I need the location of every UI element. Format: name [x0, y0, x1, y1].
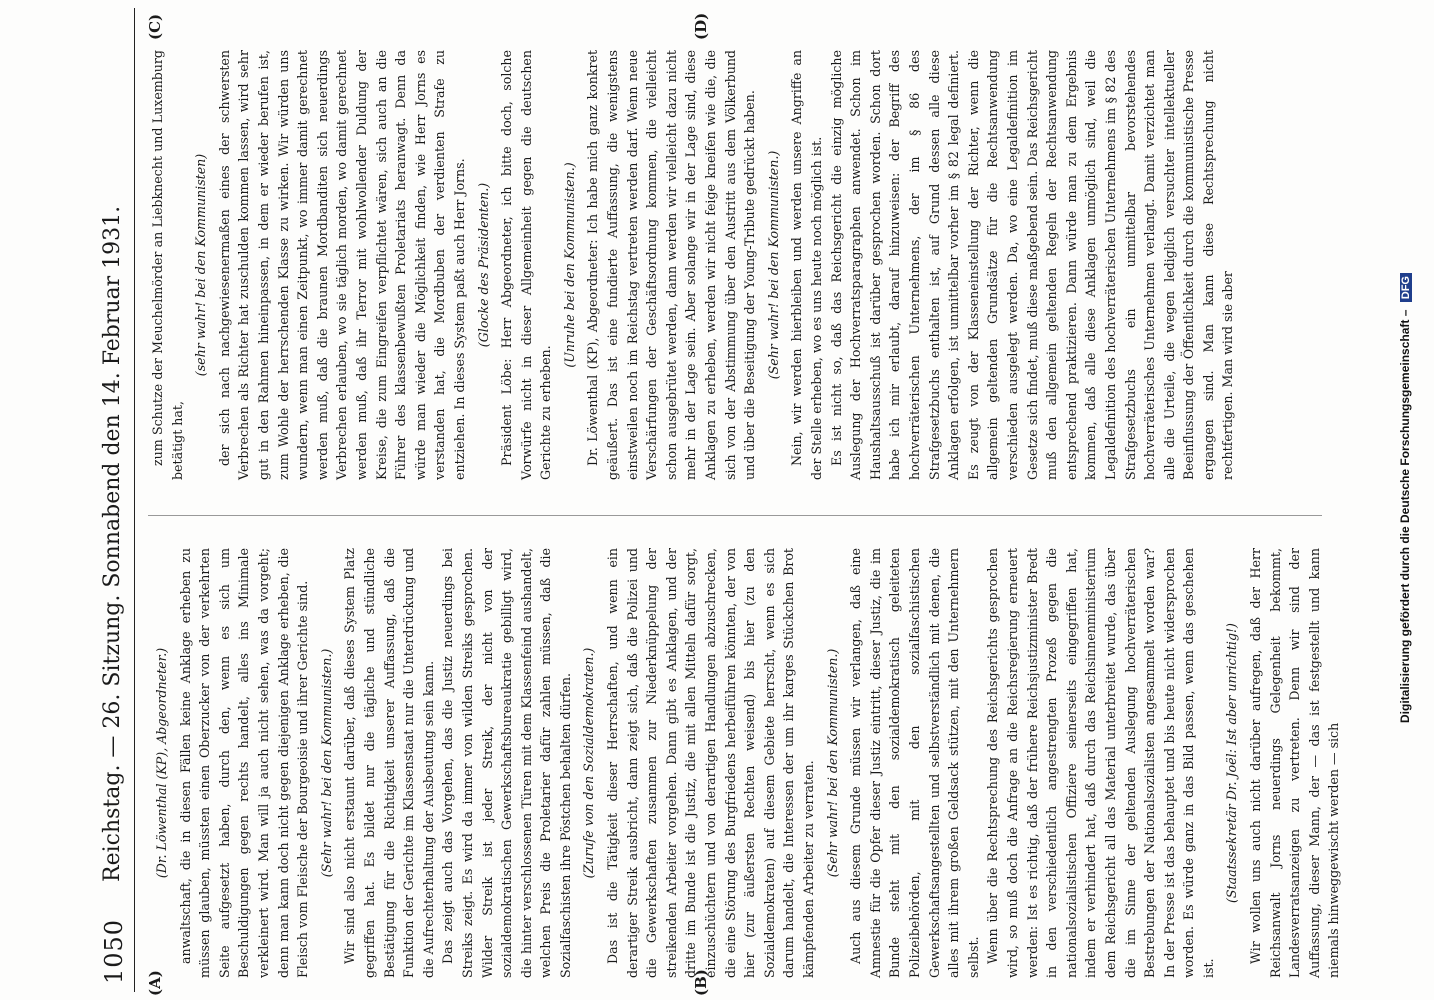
- paragraph: anwaltschaft, die in diesen Fällen keine Anklage erheben zu müssen glauben, müssten einen Oberzucker von der verkehrten Seite aufgesetzt haben, durch den, wenn es sich um Beschuldigungen gegen rechts handelt, alles ins Minimale verkleinert wird. Man will ja auch nicht sehen, was da vorgeht; denn man kann doch nicht gegen diejenigen Anklage erheben, die Fleisch vom Fleische der Bourgeoisie und ihrer Gerichte sind.: [177, 548, 311, 978]
- paragraph: der sich nach nachgewiesenermaßen eines der schwersten Verbrechen als Richter hat zuschulden kommen lassen, wird sehr gut in den Rahmen hineinpassen, in dem er wieder berufen ist, zum Wohle der herrschenden Klasse zu wirken. Wir würden uns wundern, wenn man einen Zeitpunkt, wo immer damit gerechnet werden muß, daß die braunen Mordbanditen sich neuerdings Verbrechen erlauben, wo sie täglich morden, wo damit gerechnet werden muß, daß ihr Terror mit wohlwollender Duldung der Kreise, die zum Eingreifen verpflichtet wären, sich auch an die Führer des klassenbewußten Proletariats heranwagt. Denn da würde man wieder die Möglichkeit finden, wie Herr Jorns es verstanden hat, die Mordbuben der verdienten Strafe zu entziehen. In dieses System paßt auch Herr Jorns.: [216, 50, 467, 480]
- header-rule: [134, 8, 135, 992]
- paragraph: zum Schutze der Meuchelmörder an Liebknecht und Luxemburg betätigt hat,: [150, 50, 185, 480]
- paragraph: (Zurufe von den Sozialdemokraten.): [581, 647, 597, 879]
- paragraph: (Staatssekretär Dr. Joël: Ist aber unrichtig!): [1224, 623, 1240, 903]
- left-column: [148, 548, 1344, 978]
- paragraph: Nein, wir werden hierbleiben und werden unsere Angriffe an der Stelle erheben, wo es uns heute noch möglich ist.: [789, 50, 824, 480]
- paragraph: Wenn über die Rechtsprechung des Reichsgerichts gesprochen wird, so muß doch die Anfrage an die Reichsregierung erneuert werden: Ist es richtig, daß der frühere Reichsjustizminister Bredt in den verschiedentlich angestrengten Prozeß gegen die nationalsozialistischen Offiziere seinerseits eingegriffen hat, indem er verhindert hat, daß durch das Reichsinnenministerium dem Reichsgericht all das Material unterbreitet wurde, das über die im Sinne der geltenden Auslegung hochverräterischen Bestrebungen der Nationalsozialisten angesammelt worden war? In der Presse ist das behauptet und bis heute nicht widersprochen worden. Es würde ganz in das Bild passen, wenn das geschehen ist.: [985, 548, 1216, 978]
- paragraph: Dr. Löwenthal (KP), Abgeordneter: Ich habe mich ganz konkret geäußert. Das ist eine fundierte Auffassung, die wenigstens einstweilen noch im Reichstag vertreten werden darf. Wenn neue Verschärfungen der Geschäftsordnung kommen, die vielleicht schon ausgebrütet werden, dann werden wir vielleicht dazu nicht mehr in der Lage sein. Aber solange wir in der Lage sind, diese Anklagen zu erheben, werden wir nicht feige kneifen wie die, die sich von der Abstimmung über den Austritt aus dem Völkerbund und über die Beseitigung der Young-Tribute gedrückt haben.: [585, 50, 758, 480]
- paragraph: Auch aus diesem Grunde müssen wir verlangen, daß eine Amnestie für die Opfer dieser Justiz eintritt, dieser Justiz, die im Bunde steht mit den sozialdemokratisch geleiteten Polizeibehörden, mit den sozialfaschistischen Gewerkschaftsangestellten und selbstverständlich mit denen, die alles mit ihrem großen Geldsack stützen, mit den Unternehmern selbst.: [848, 548, 981, 978]
- page-header: [82, 8, 142, 992]
- paragraph: (sehr wahr! bei den Kommunisten): [193, 153, 209, 377]
- paragraph: (Unruhe bei den Kommunisten.): [561, 162, 577, 368]
- margin-note-text: Digitalisierung gefördert durch die Deutsche Forschungsgemeinschaft –: [1398, 309, 1412, 723]
- marker-d: (D): [692, 12, 710, 40]
- paragraph: Es ist nicht so, daß das Reichsgericht die einzig mögliche Auslegung der Hochverratsparagraphen anwendet. Schon im Haushaltsausschuß ist darüber gesprochen worden. Schon dort habe ich mir erlaubt, darauf hinzuweisen: der Begriff des hochverräterischen Unternehmens, der im § 86 des Strafgesetzbuchs enthalten ist, auf Grund dessen alle diese Anklagen erfolgen, ist unmittelbar vorher im § 82 legal definiert. Es zeugt von der Klasseneinstellung der Richter, wenn die allgemein geltenden Grundsätze für die Rechtsanwendung verschieden ausgelegt werden. Da, wo eine Legaldefinition im Gesetze sich findet, muß diese maßgebend sein. Das Reichsgericht muß den allgemein geltenden Regeln der Rechtsanwendung entsprechend praktizieren. Dann würde man zu dem Ergebnis kommen, daß alle diese Anklagen unmöglich sind, weil die Legaldefinition des hochverräterischen Unternehmens im § 82 des Strafgesetzbuchs ein unmittelbar bevorstehendes hochverräterisches Unternehmen verlangt. Damit verzichtet man alle die Urteile, die wegen lediglich versuchter intellektueller Beeinflussung der Öffentlichkeit durch die kommunistische Presse ergangen sind. Man kann diese Rechtsprechung nicht rechtfertigen. Man wird sie aber: [828, 50, 1236, 480]
- marker-a: (A): [146, 970, 164, 996]
- marker-c: (C): [146, 13, 164, 40]
- paragraph: Wir wollen uns auch nicht darüber aufregen, daß der Herr Reichsanwalt Jorns neuerdings Gelegenheit bekommt, Landesverratsanzeigen zu vertreten. Denn wir sind der Auffassung, dieser Mann, der — das ist festgestellt und kann niemals hinweggewischt werden — sich: [1248, 548, 1342, 978]
- paragraph: (Dr. Löwenthal (KP), Abgeordneter.): [154, 647, 169, 879]
- column-divider: [148, 515, 1322, 516]
- paragraph: (Sehr wahr! bei den Kommunisten.): [824, 648, 840, 878]
- page-number: 1050: [100, 918, 128, 984]
- right-column: [148, 50, 1238, 480]
- paragraph: Wir sind also nicht erstaunt darüber, daß dieses System Platz gegriffen hat. Es bildet nur die tägliche und stündliche Bestätigung für die Richtigkeit unserer Auffassung, daß die Funktion der Gerichte im Klassenstaat nur die Unterdrückung und die Aufrechterhaltung der Ausbeutung sein kann.: [342, 548, 436, 978]
- page-title: Reichstag. — 26. Sitzung. Sonnabend den 14. Februar 1931.: [100, 205, 125, 882]
- rotated-page-content: [82, 0, 1352, 1000]
- margin-note: [1398, 18, 1412, 978]
- paragraph: Das zeigt auch das Vorgehen, das die Justiz neuerdings bei Streiks zeigt. Es wird da immer von wilden Streiks gesprochen. Wilder Streik ist jeder Streik, der nicht von der sozialdemokratischen Gewerkschaftsbureaukratie gebilligt wird, die hinter verschlossenen Türen mit dem Klassenfeind aushandelt, welchen Preis die Proletarier dafür zahlen müssen, daß die Sozialfaschisten ihre Pöstchen behalten dürfen.: [440, 548, 573, 978]
- paragraph: (Sehr wahr! bei den Kommunisten.): [318, 648, 334, 878]
- marker-b: (B): [692, 969, 710, 996]
- paragraph: (Glocke des Präsidenten.): [475, 182, 491, 348]
- paragraph: Das ist die Tätigkeit dieser Herrschaften, und wenn ein derartiger Streik ausbricht, dann zeigt sich, daß die Polizei und die Gewerkschaften zusammen zur Niederknüppelung der streikenden Arbeiter vorgehen. Dann gibt es Anklagen, und der dritte im Bunde ist die Justiz, die mit allen Mitteln dafür sorgt, einzuschüchtern und von derartigen Handlungen abzuschrecken, die eine Störung des Burgfriedens herbeiführen könnten, der von hier (zur äußersten Rechten weisend) bis hier (zu den Sozialdemokraten) auf diesem Gebiete herrscht, wenn es sich darum handelt, die Interessen der um ihr karges Stückchen Brot kämpfenden Arbeiter zu verraten.: [605, 548, 816, 978]
- paragraph: Präsident Löbe: Herr Abgeordneter, ich bitte doch, solche Vorwürfe nicht in dieser Allgemeinheit gegen die deutschen Gerichte zu erheben.: [499, 50, 554, 480]
- dfg-logo: DFG: [1400, 273, 1412, 302]
- paragraph: (Sehr wahr! bei den Kommunisten.): [765, 150, 781, 380]
